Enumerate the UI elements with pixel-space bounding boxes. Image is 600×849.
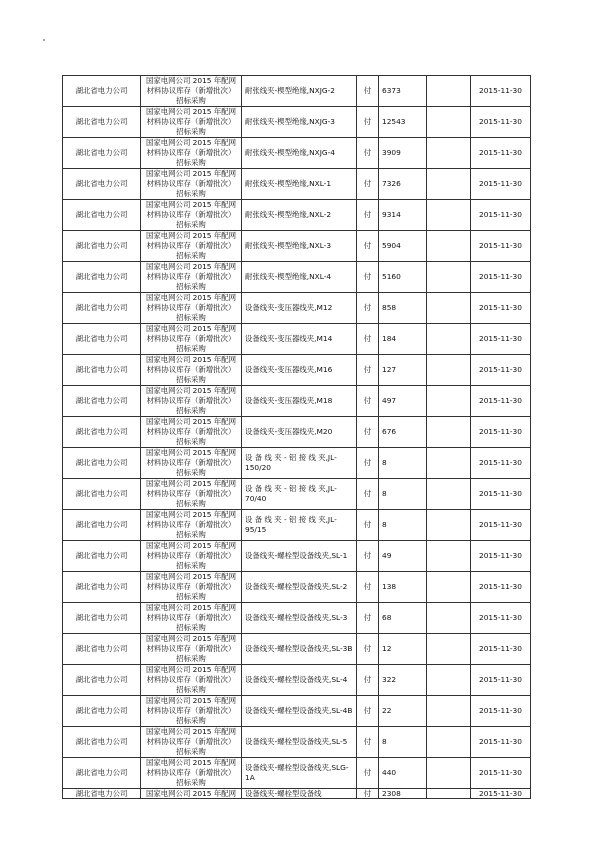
table-row xyxy=(63,758,531,789)
company-cell: 湖北省电力公司 xyxy=(63,386,141,417)
item-cell: 耐张线夹-楔型绝缘,NXJG-3 xyxy=(242,107,357,138)
blank-cell xyxy=(427,138,471,169)
unit-cell: 付 xyxy=(357,448,379,479)
item-cell: 耐张线夹-楔型绝缘,NXL-1 xyxy=(242,169,357,200)
company-cell: 湖北省电力公司 xyxy=(63,262,141,293)
project-cell: 国家电网公司 2015 年配网材料协议库存（新增批次）招标采购 xyxy=(141,634,242,665)
company-cell: 湖北省电力公司 xyxy=(63,665,141,696)
company-cell: 湖北省电力公司 xyxy=(63,324,141,355)
quantity-cell: 8 xyxy=(379,448,427,479)
item-cell: 设备线夹-变压器线夹,M18 xyxy=(242,386,357,417)
table-row xyxy=(63,386,531,417)
unit-cell: 付 xyxy=(357,696,379,727)
table-row xyxy=(63,324,531,355)
blank-cell xyxy=(427,572,471,603)
company-cell: 湖北省电力公司 xyxy=(63,479,141,510)
company-cell: 湖北省电力公司 xyxy=(63,417,141,448)
item-cell: 设 备 线 夹 - 铝 接 线 夹,JL-95/15 xyxy=(242,510,357,541)
item-cell: 设备线夹-螺栓型设备线夹,SL-4B xyxy=(242,696,357,727)
item-cell: 设 备 线 夹 - 铝 接 线 夹,JL-150/20 xyxy=(242,448,357,479)
table-row xyxy=(63,541,531,572)
company-cell: 湖北省电力公司 xyxy=(63,448,141,479)
procurement-table-sheet xyxy=(62,75,530,799)
blank-cell xyxy=(427,293,471,324)
table-row xyxy=(63,510,531,541)
blank-cell xyxy=(427,541,471,572)
company-cell: 湖北省电力公司 xyxy=(63,727,141,758)
date-cell: 2015-11-30 xyxy=(471,200,531,231)
project-cell: 国家电网公司 2015 年配网 xyxy=(141,789,242,799)
table-row xyxy=(63,479,531,510)
blank-cell xyxy=(427,727,471,758)
date-cell: 2015-11-30 xyxy=(471,417,531,448)
table-body xyxy=(63,76,531,799)
unit-cell: 付 xyxy=(357,293,379,324)
blank-cell xyxy=(427,386,471,417)
item-cell: 耐张线夹-楔型绝缘,NXJG-4 xyxy=(242,138,357,169)
procurement-table xyxy=(62,75,531,799)
quantity-cell: 12 xyxy=(379,634,427,665)
project-cell: 国家电网公司 2015 年配网材料协议库存（新增批次）招标采购 xyxy=(141,696,242,727)
date-cell: 2015-11-30 xyxy=(471,355,531,386)
project-cell: 国家电网公司 2015 年配网材料协议库存（新增批次）招标采购 xyxy=(141,262,242,293)
company-cell: 湖北省电力公司 xyxy=(63,200,141,231)
quantity-cell: 676 xyxy=(379,417,427,448)
table-row xyxy=(63,76,531,107)
unit-cell: 付 xyxy=(357,479,379,510)
blank-cell xyxy=(427,510,471,541)
date-cell: 2015-11-30 xyxy=(471,448,531,479)
item-cell: 设备线夹-变压器线夹,M16 xyxy=(242,355,357,386)
unit-cell: 付 xyxy=(357,355,379,386)
table-row xyxy=(63,231,531,262)
date-cell: 2015-11-30 xyxy=(471,758,531,789)
item-cell: 设备线夹-螺栓型设备线夹,SL-5 xyxy=(242,727,357,758)
unit-cell: 付 xyxy=(357,200,379,231)
date-cell: 2015-11-30 xyxy=(471,262,531,293)
item-cell: 耐张线夹-楔型绝缘,NXL-4 xyxy=(242,262,357,293)
company-cell: 湖北省电力公司 xyxy=(63,572,141,603)
quantity-cell: 8 xyxy=(379,479,427,510)
table-row xyxy=(63,634,531,665)
quantity-cell: 127 xyxy=(379,355,427,386)
table-row xyxy=(63,293,531,324)
blank-cell xyxy=(427,324,471,355)
quantity-cell: 497 xyxy=(379,386,427,417)
unit-cell: 付 xyxy=(357,665,379,696)
date-cell: 2015-11-30 xyxy=(471,541,531,572)
company-cell: 湖北省电力公司 xyxy=(63,510,141,541)
quantity-cell: 8 xyxy=(379,727,427,758)
unit-cell: 付 xyxy=(357,76,379,107)
date-cell: 2015-11-30 xyxy=(471,138,531,169)
table-row xyxy=(63,603,531,634)
company-cell: 湖北省电力公司 xyxy=(63,541,141,572)
quantity-cell: 9314 xyxy=(379,200,427,231)
item-cell: 设备线夹-变压器线夹,M12 xyxy=(242,293,357,324)
blank-cell xyxy=(427,169,471,200)
blank-cell xyxy=(427,634,471,665)
date-cell: 2015-11-30 xyxy=(471,696,531,727)
blank-cell xyxy=(427,355,471,386)
blank-cell xyxy=(427,107,471,138)
date-cell: 2015-11-30 xyxy=(471,76,531,107)
unit-cell: 付 xyxy=(357,417,379,448)
date-cell: 2015-11-30 xyxy=(471,634,531,665)
date-cell: 2015-11-30 xyxy=(471,727,531,758)
blank-cell xyxy=(427,200,471,231)
company-cell: 湖北省电力公司 xyxy=(63,355,141,386)
item-cell: 设 备 线 夹 - 铝 接 线 夹,JL-70/40 xyxy=(242,479,357,510)
project-cell: 国家电网公司 2015 年配网材料协议库存（新增批次）招标采购 xyxy=(141,479,242,510)
quantity-cell: 7326 xyxy=(379,169,427,200)
table-row xyxy=(63,665,531,696)
project-cell: 国家电网公司 2015 年配网材料协议库存（新增批次）招标采购 xyxy=(141,138,242,169)
project-cell: 国家电网公司 2015 年配网材料协议库存（新增批次）招标采购 xyxy=(141,231,242,262)
table-row xyxy=(63,169,531,200)
unit-cell: 付 xyxy=(357,107,379,138)
scan-speck xyxy=(43,39,45,41)
table-row xyxy=(63,138,531,169)
table-row xyxy=(63,696,531,727)
item-cell: 设备线夹-螺栓型设备线夹,SL-3 xyxy=(242,603,357,634)
company-cell: 湖北省电力公司 xyxy=(63,138,141,169)
quantity-cell: 5160 xyxy=(379,262,427,293)
item-cell: 耐张线夹-楔型绝缘,NXJG-2 xyxy=(242,76,357,107)
table-row xyxy=(63,107,531,138)
date-cell: 2015-11-30 xyxy=(471,510,531,541)
quantity-cell: 12543 xyxy=(379,107,427,138)
unit-cell: 付 xyxy=(357,572,379,603)
unit-cell: 付 xyxy=(357,727,379,758)
blank-cell xyxy=(427,231,471,262)
company-cell: 湖北省电力公司 xyxy=(63,169,141,200)
company-cell: 湖北省电力公司 xyxy=(63,634,141,665)
blank-cell xyxy=(427,417,471,448)
quantity-cell: 6373 xyxy=(379,76,427,107)
project-cell: 国家电网公司 2015 年配网材料协议库存（新增批次）招标采购 xyxy=(141,541,242,572)
table-row xyxy=(63,572,531,603)
quantity-cell: 49 xyxy=(379,541,427,572)
blank-cell xyxy=(427,758,471,789)
quantity-cell: 2308 xyxy=(379,789,427,799)
date-cell: 2015-11-30 xyxy=(471,665,531,696)
project-cell: 国家电网公司 2015 年配网材料协议库存（新增批次）招标采购 xyxy=(141,386,242,417)
table-row xyxy=(63,417,531,448)
quantity-cell: 322 xyxy=(379,665,427,696)
project-cell: 国家电网公司 2015 年配网材料协议库存（新增批次）招标采购 xyxy=(141,603,242,634)
company-cell: 湖北省电力公司 xyxy=(63,107,141,138)
project-cell: 国家电网公司 2015 年配网材料协议库存（新增批次）招标采购 xyxy=(141,572,242,603)
project-cell: 国家电网公司 2015 年配网材料协议库存（新增批次）招标采购 xyxy=(141,107,242,138)
blank-cell xyxy=(427,262,471,293)
unit-cell: 付 xyxy=(357,262,379,293)
project-cell: 国家电网公司 2015 年配网材料协议库存（新增批次）招标采购 xyxy=(141,448,242,479)
quantity-cell: 8 xyxy=(379,510,427,541)
item-cell: 设备线夹-螺栓型设备线夹,SL-1 xyxy=(242,541,357,572)
blank-cell xyxy=(427,603,471,634)
date-cell: 2015-11-30 xyxy=(471,479,531,510)
quantity-cell: 858 xyxy=(379,293,427,324)
table-row xyxy=(63,448,531,479)
table-row xyxy=(63,727,531,758)
unit-cell: 付 xyxy=(357,231,379,262)
unit-cell: 付 xyxy=(357,634,379,665)
table-row xyxy=(63,200,531,231)
unit-cell: 付 xyxy=(357,758,379,789)
quantity-cell: 138 xyxy=(379,572,427,603)
project-cell: 国家电网公司 2015 年配网材料协议库存（新增批次）招标采购 xyxy=(141,76,242,107)
quantity-cell: 184 xyxy=(379,324,427,355)
company-cell: 湖北省电力公司 xyxy=(63,696,141,727)
blank-cell xyxy=(427,76,471,107)
item-cell: 耐张线夹-楔型绝缘,NXL-2 xyxy=(242,200,357,231)
project-cell: 国家电网公司 2015 年配网材料协议库存（新增批次）招标采购 xyxy=(141,665,242,696)
unit-cell: 付 xyxy=(357,386,379,417)
project-cell: 国家电网公司 2015 年配网材料协议库存（新增批次）招标采购 xyxy=(141,510,242,541)
quantity-cell: 440 xyxy=(379,758,427,789)
item-cell: 设备线夹-变压器线夹,M14 xyxy=(242,324,357,355)
project-cell: 国家电网公司 2015 年配网材料协议库存（新增批次）招标采购 xyxy=(141,324,242,355)
date-cell: 2015-11-30 xyxy=(471,169,531,200)
project-cell: 国家电网公司 2015 年配网材料协议库存（新增批次）招标采购 xyxy=(141,293,242,324)
project-cell: 国家电网公司 2015 年配网材料协议库存（新增批次）招标采购 xyxy=(141,417,242,448)
unit-cell: 付 xyxy=(357,510,379,541)
date-cell: 2015-11-30 xyxy=(471,572,531,603)
project-cell: 国家电网公司 2015 年配网材料协议库存（新增批次）招标采购 xyxy=(141,355,242,386)
quantity-cell: 5904 xyxy=(379,231,427,262)
table-row-partial xyxy=(63,789,531,799)
company-cell: 湖北省电力公司 xyxy=(63,603,141,634)
company-cell: 湖北省电力公司 xyxy=(63,76,141,107)
unit-cell: 付 xyxy=(357,138,379,169)
date-cell: 2015-11-30 xyxy=(471,231,531,262)
unit-cell: 付 xyxy=(357,789,379,799)
blank-cell xyxy=(427,789,471,799)
company-cell: 湖北省电力公司 xyxy=(63,293,141,324)
item-cell: 设备线夹-变压器线夹,M20 xyxy=(242,417,357,448)
date-cell: 2015-11-30 xyxy=(471,293,531,324)
date-cell: 2015-11-30 xyxy=(471,789,531,799)
item-cell: 耐张线夹-楔型绝缘,NXL-3 xyxy=(242,231,357,262)
unit-cell: 付 xyxy=(357,541,379,572)
quantity-cell: 3909 xyxy=(379,138,427,169)
date-cell: 2015-11-30 xyxy=(471,107,531,138)
blank-cell xyxy=(427,696,471,727)
date-cell: 2015-11-30 xyxy=(471,324,531,355)
project-cell: 国家电网公司 2015 年配网材料协议库存（新增批次）招标采购 xyxy=(141,758,242,789)
item-cell: 设备线夹-螺栓型设备线夹,SL-3B xyxy=(242,634,357,665)
item-cell: 设备线夹-螺栓型设备线 xyxy=(242,789,357,799)
item-cell: 设备线夹-螺栓型设备线夹,SLG-1A xyxy=(242,758,357,789)
company-cell: 湖北省电力公司 xyxy=(63,231,141,262)
project-cell: 国家电网公司 2015 年配网材料协议库存（新增批次）招标采购 xyxy=(141,169,242,200)
blank-cell xyxy=(427,448,471,479)
unit-cell: 付 xyxy=(357,603,379,634)
table-row xyxy=(63,262,531,293)
project-cell: 国家电网公司 2015 年配网材料协议库存（新增批次）招标采购 xyxy=(141,200,242,231)
item-cell: 设备线夹-螺栓型设备线夹,SL-4 xyxy=(242,665,357,696)
item-cell: 设备线夹-螺栓型设备线夹,SL-2 xyxy=(242,572,357,603)
unit-cell: 付 xyxy=(357,324,379,355)
quantity-cell: 22 xyxy=(379,696,427,727)
quantity-cell: 68 xyxy=(379,603,427,634)
table-row xyxy=(63,355,531,386)
blank-cell xyxy=(427,479,471,510)
unit-cell: 付 xyxy=(357,169,379,200)
company-cell: 湖北省电力公司 xyxy=(63,789,141,799)
date-cell: 2015-11-30 xyxy=(471,603,531,634)
date-cell: 2015-11-30 xyxy=(471,386,531,417)
project-cell: 国家电网公司 2015 年配网材料协议库存（新增批次）招标采购 xyxy=(141,727,242,758)
company-cell: 湖北省电力公司 xyxy=(63,758,141,789)
blank-cell xyxy=(427,665,471,696)
